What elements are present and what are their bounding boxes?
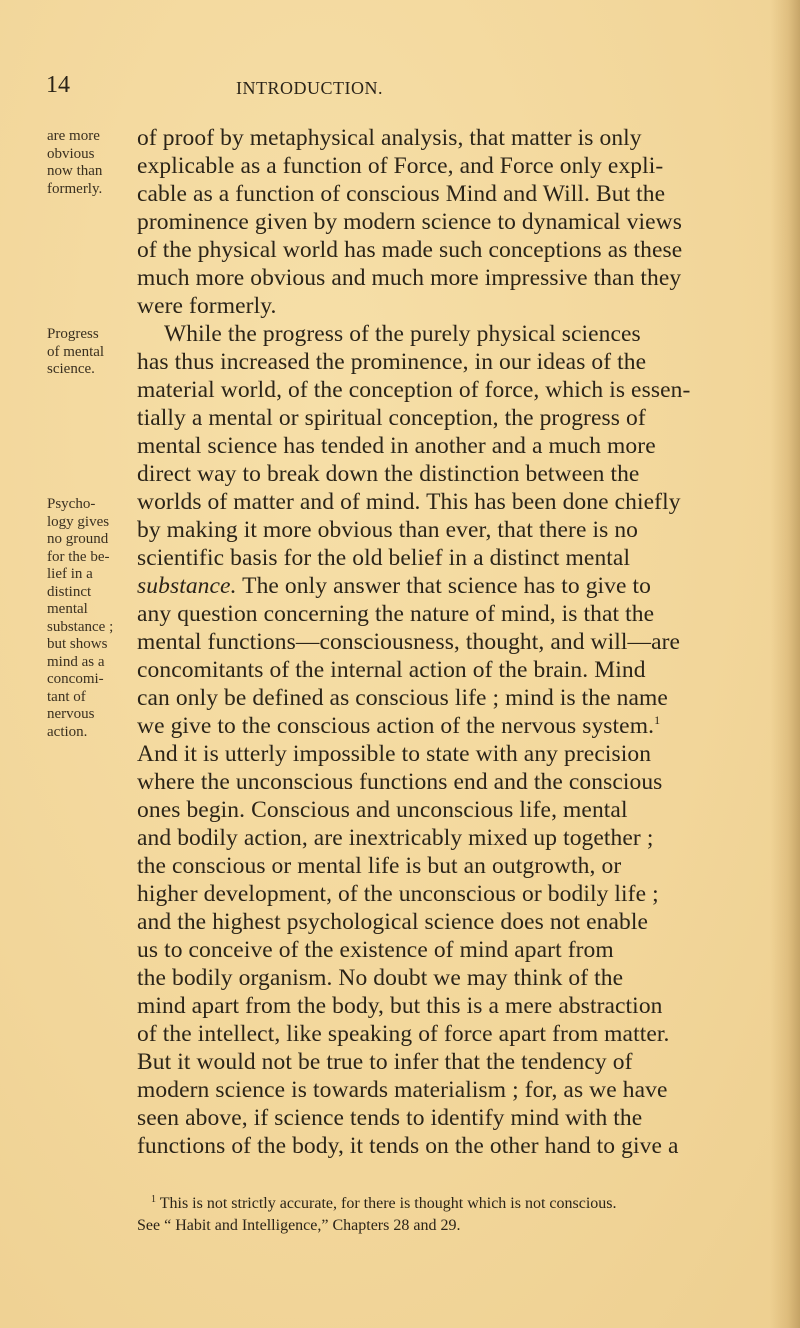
body-line: of proof by metaphysical analysis, that matter is only [137, 125, 642, 151]
margin-note-line: nervous [47, 706, 95, 722]
margin-note-line: are more [47, 128, 100, 144]
margin-note-line: mind as a [47, 653, 105, 670]
margin-note-line: no ground [47, 531, 109, 547]
margin-note-line: science. [47, 361, 95, 377]
margin-note-line: for the be- [47, 548, 110, 565]
margin-note-line: action. [47, 723, 88, 740]
margin-note-line: concomi- [47, 671, 104, 687]
body-line: any question concerning the nature of mind, is that the [137, 601, 655, 627]
footnote-reference[interactable]: 1 [654, 713, 661, 727]
body-line: And it is utterly impossible to state with any precision [137, 741, 652, 767]
body-line: tially a mental or spiritual conception, the progress of [137, 405, 646, 431]
body-line: prominence given by modern science to dynamical views [137, 209, 682, 235]
margin-note-psychology [47, 496, 135, 741]
body-text [137, 124, 691, 1160]
body-line: were formerly. [137, 293, 277, 319]
body-line: and bodily action, are inextricably mixed up together ; [137, 825, 654, 851]
footnote [137, 1193, 617, 1237]
body-line: material world, of the conception of force, which is essen- [137, 377, 691, 403]
margin-note-line: but shows [47, 636, 108, 652]
margin-note-line: tant of [47, 688, 86, 705]
body-line: scientific basis for the old belief in a distinct mental [137, 545, 631, 571]
margin-note-line: Psycho- [47, 496, 96, 512]
margin-note-line: of mental [47, 343, 105, 360]
body-line: functions of the body, it tends on the other hand to give a [137, 1133, 679, 1159]
body-line: seen above, if science tends to identify mind with the [137, 1105, 643, 1131]
body-line-text: we give to the conscious action of the nervous system. [137, 713, 655, 739]
margin-note-line: substance ; [47, 618, 114, 635]
body-line: While the progress of the purely physical sciences [164, 321, 641, 347]
body-line: of the intellect, like speaking of force apart from matter. [137, 1021, 670, 1047]
body-line: explicable as a function of Force, and Force only expli- [137, 153, 664, 179]
body-line: mental functions—consciousness, thought, and will—are [137, 629, 681, 655]
body-line: much more obvious and much more impressive than they [137, 265, 682, 291]
body-line: the conscious or mental life is but an outgrowth, or [137, 853, 622, 879]
footnote-marker: 1 [151, 1194, 156, 1205]
body-line: and the highest psychological science does not enable [137, 909, 649, 935]
running-title: INTRODUCTION. [236, 78, 383, 98]
body-line: us to conceive of the existence of mind apart from [137, 937, 614, 963]
margin-note-line: now than [47, 163, 103, 179]
body-line: higher development, of the unconscious or bodily life ; [137, 881, 659, 907]
body-line: mental science has tended in another and a much more [137, 433, 656, 459]
body-line: mind apart from the body, but this is a mere abstraction [137, 993, 663, 1019]
body-line-with-footnote [137, 712, 661, 740]
body-line: But it would not be true to infer that the tendency of [137, 1049, 633, 1075]
footnote-text: This is not strictly accurate, for there is thought which is not conscious. [159, 1195, 617, 1212]
margin-note-line: distinct [47, 583, 92, 600]
page-number: 14 [46, 72, 70, 98]
body-line: cable as a function of conscious Mind and Will. But the [137, 181, 666, 207]
body-line: modern science is towards materialism ; for, as we have [137, 1077, 668, 1103]
body-line: concomitants of the internal action of the brain. Mind [137, 657, 646, 683]
italic-substance: substance. [137, 573, 237, 599]
margin-note-line: formerly. [47, 180, 103, 197]
body-line-substance [137, 572, 652, 600]
margin-note-obvious [47, 128, 135, 198]
margin-note-progress [47, 326, 135, 379]
margin-note-line: obvious [47, 145, 95, 162]
body-line: direct way to break down the distinction between the [137, 461, 640, 487]
margin-note-line: mental [47, 601, 88, 617]
body-line: has thus increased the prominence, in our ideas of the [137, 349, 647, 375]
margin-note-line: Progress [47, 326, 99, 342]
running-head [0, 72, 800, 102]
body-line: worlds of matter and of mind. This has been done chiefly [137, 489, 681, 515]
body-line: the bodily organism. No doubt we may think of the [137, 965, 624, 991]
body-line: by making it more obvious than ever, that there is no [137, 517, 639, 543]
margin-note-line: lief in a [47, 566, 93, 582]
footnote-line: See “ Habit and Intelligence,” Chapters 28 and 29. [137, 1217, 461, 1234]
margin-note-line: logy gives [47, 513, 110, 530]
footnote-line [137, 1193, 617, 1215]
body-line: can only be defined as conscious life ; mind is the name [137, 685, 668, 711]
body-line: of the physical world has made such conceptions as these [137, 237, 683, 263]
body-line-rest: The only answer that science has to give to [236, 573, 652, 599]
body-line: ones begin. Conscious and unconscious life, mental [137, 797, 628, 823]
body-line: where the unconscious functions end and the conscious [137, 769, 663, 795]
